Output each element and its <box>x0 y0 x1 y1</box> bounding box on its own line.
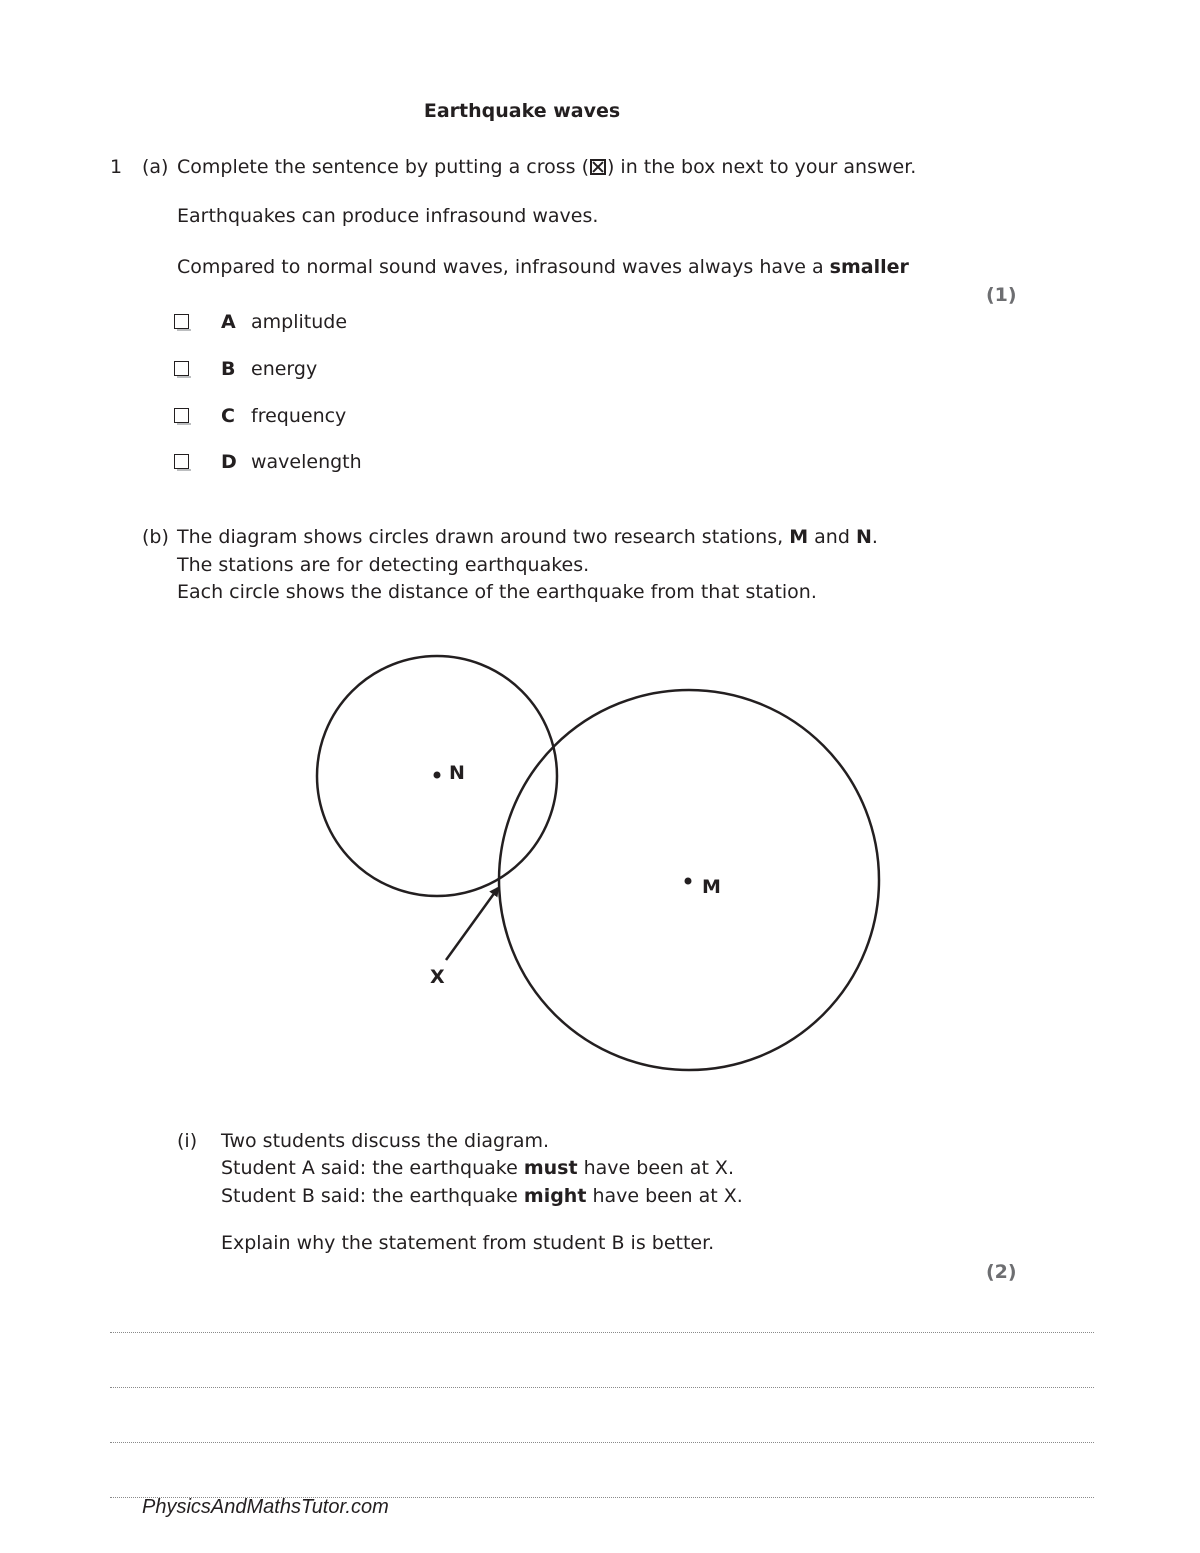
station-m-dot <box>685 878 692 885</box>
part-a-label: (a) <box>142 156 169 178</box>
option-c-letter: C <box>221 405 235 427</box>
question-number: 1 <box>110 156 123 178</box>
option-a-text: amplitude <box>251 311 348 333</box>
line1-text: The diagram shows circles drawn around two research stations, <box>177 526 790 548</box>
line2-bold: must <box>523 1157 578 1179</box>
part-a-line1: Earthquakes can produce infrasound waves. <box>177 205 599 227</box>
line3-pre: Student B said: the earthquake <box>221 1185 524 1207</box>
sub-i-line1: Two students discuss the diagram. <box>221 1130 550 1152</box>
option-d-letter: D <box>221 451 237 473</box>
arrow-to-x <box>446 888 498 960</box>
sub-i-line2 <box>221 1157 734 1179</box>
station-m-label: M <box>702 876 721 898</box>
sub-i-prompt: Explain why the statement from student B is better. <box>221 1232 715 1254</box>
part-b-line2: The stations are for detecting earthquakes. <box>177 554 590 576</box>
station-n-dot <box>434 772 441 779</box>
sub-i-marks: (2) <box>986 1261 1017 1283</box>
option-b-text: energy <box>251 358 318 380</box>
point-x-label: X <box>430 966 445 988</box>
line2-bold: smaller <box>829 256 909 278</box>
part-a-marks: (1) <box>986 284 1017 306</box>
footer-watermark: PhysicsAndMathsTutor.com <box>142 1496 389 1518</box>
answer-line-1[interactable] <box>110 1332 1094 1333</box>
option-d-text: wavelength <box>251 451 362 473</box>
part-b-label: (b) <box>142 526 169 548</box>
instruction-after: ) in the box next to your answer. <box>606 156 917 178</box>
line1-end: . <box>871 526 878 548</box>
option-b-letter: B <box>221 358 236 380</box>
station-m-ref: M <box>789 526 809 548</box>
sub-i-line3 <box>221 1185 743 1207</box>
line3-bold: might <box>523 1185 587 1207</box>
station-n-label: N <box>449 762 465 784</box>
option-c-text: frequency <box>251 405 347 427</box>
sub-i-label: (i) <box>177 1130 198 1152</box>
line3-post: have been at X. <box>586 1185 743 1207</box>
line2-text: Compared to normal sound waves, infrasound waves always have a <box>177 256 830 278</box>
station-n-ref: N <box>855 526 872 548</box>
answer-line-3[interactable] <box>110 1442 1094 1443</box>
instruction-before: Complete the sentence by putting a cross ( <box>177 156 589 178</box>
line1-and: and <box>808 526 856 548</box>
line2-post: have been at X. <box>577 1157 734 1179</box>
line2-pre: Student A said: the earthquake <box>221 1157 524 1179</box>
option-a-letter: A <box>221 311 236 333</box>
part-b-line3: Each circle shows the distance of the earthquake from that station. <box>177 581 817 603</box>
page-title: Earthquake waves <box>423 100 621 122</box>
answer-line-2[interactable] <box>110 1387 1094 1388</box>
